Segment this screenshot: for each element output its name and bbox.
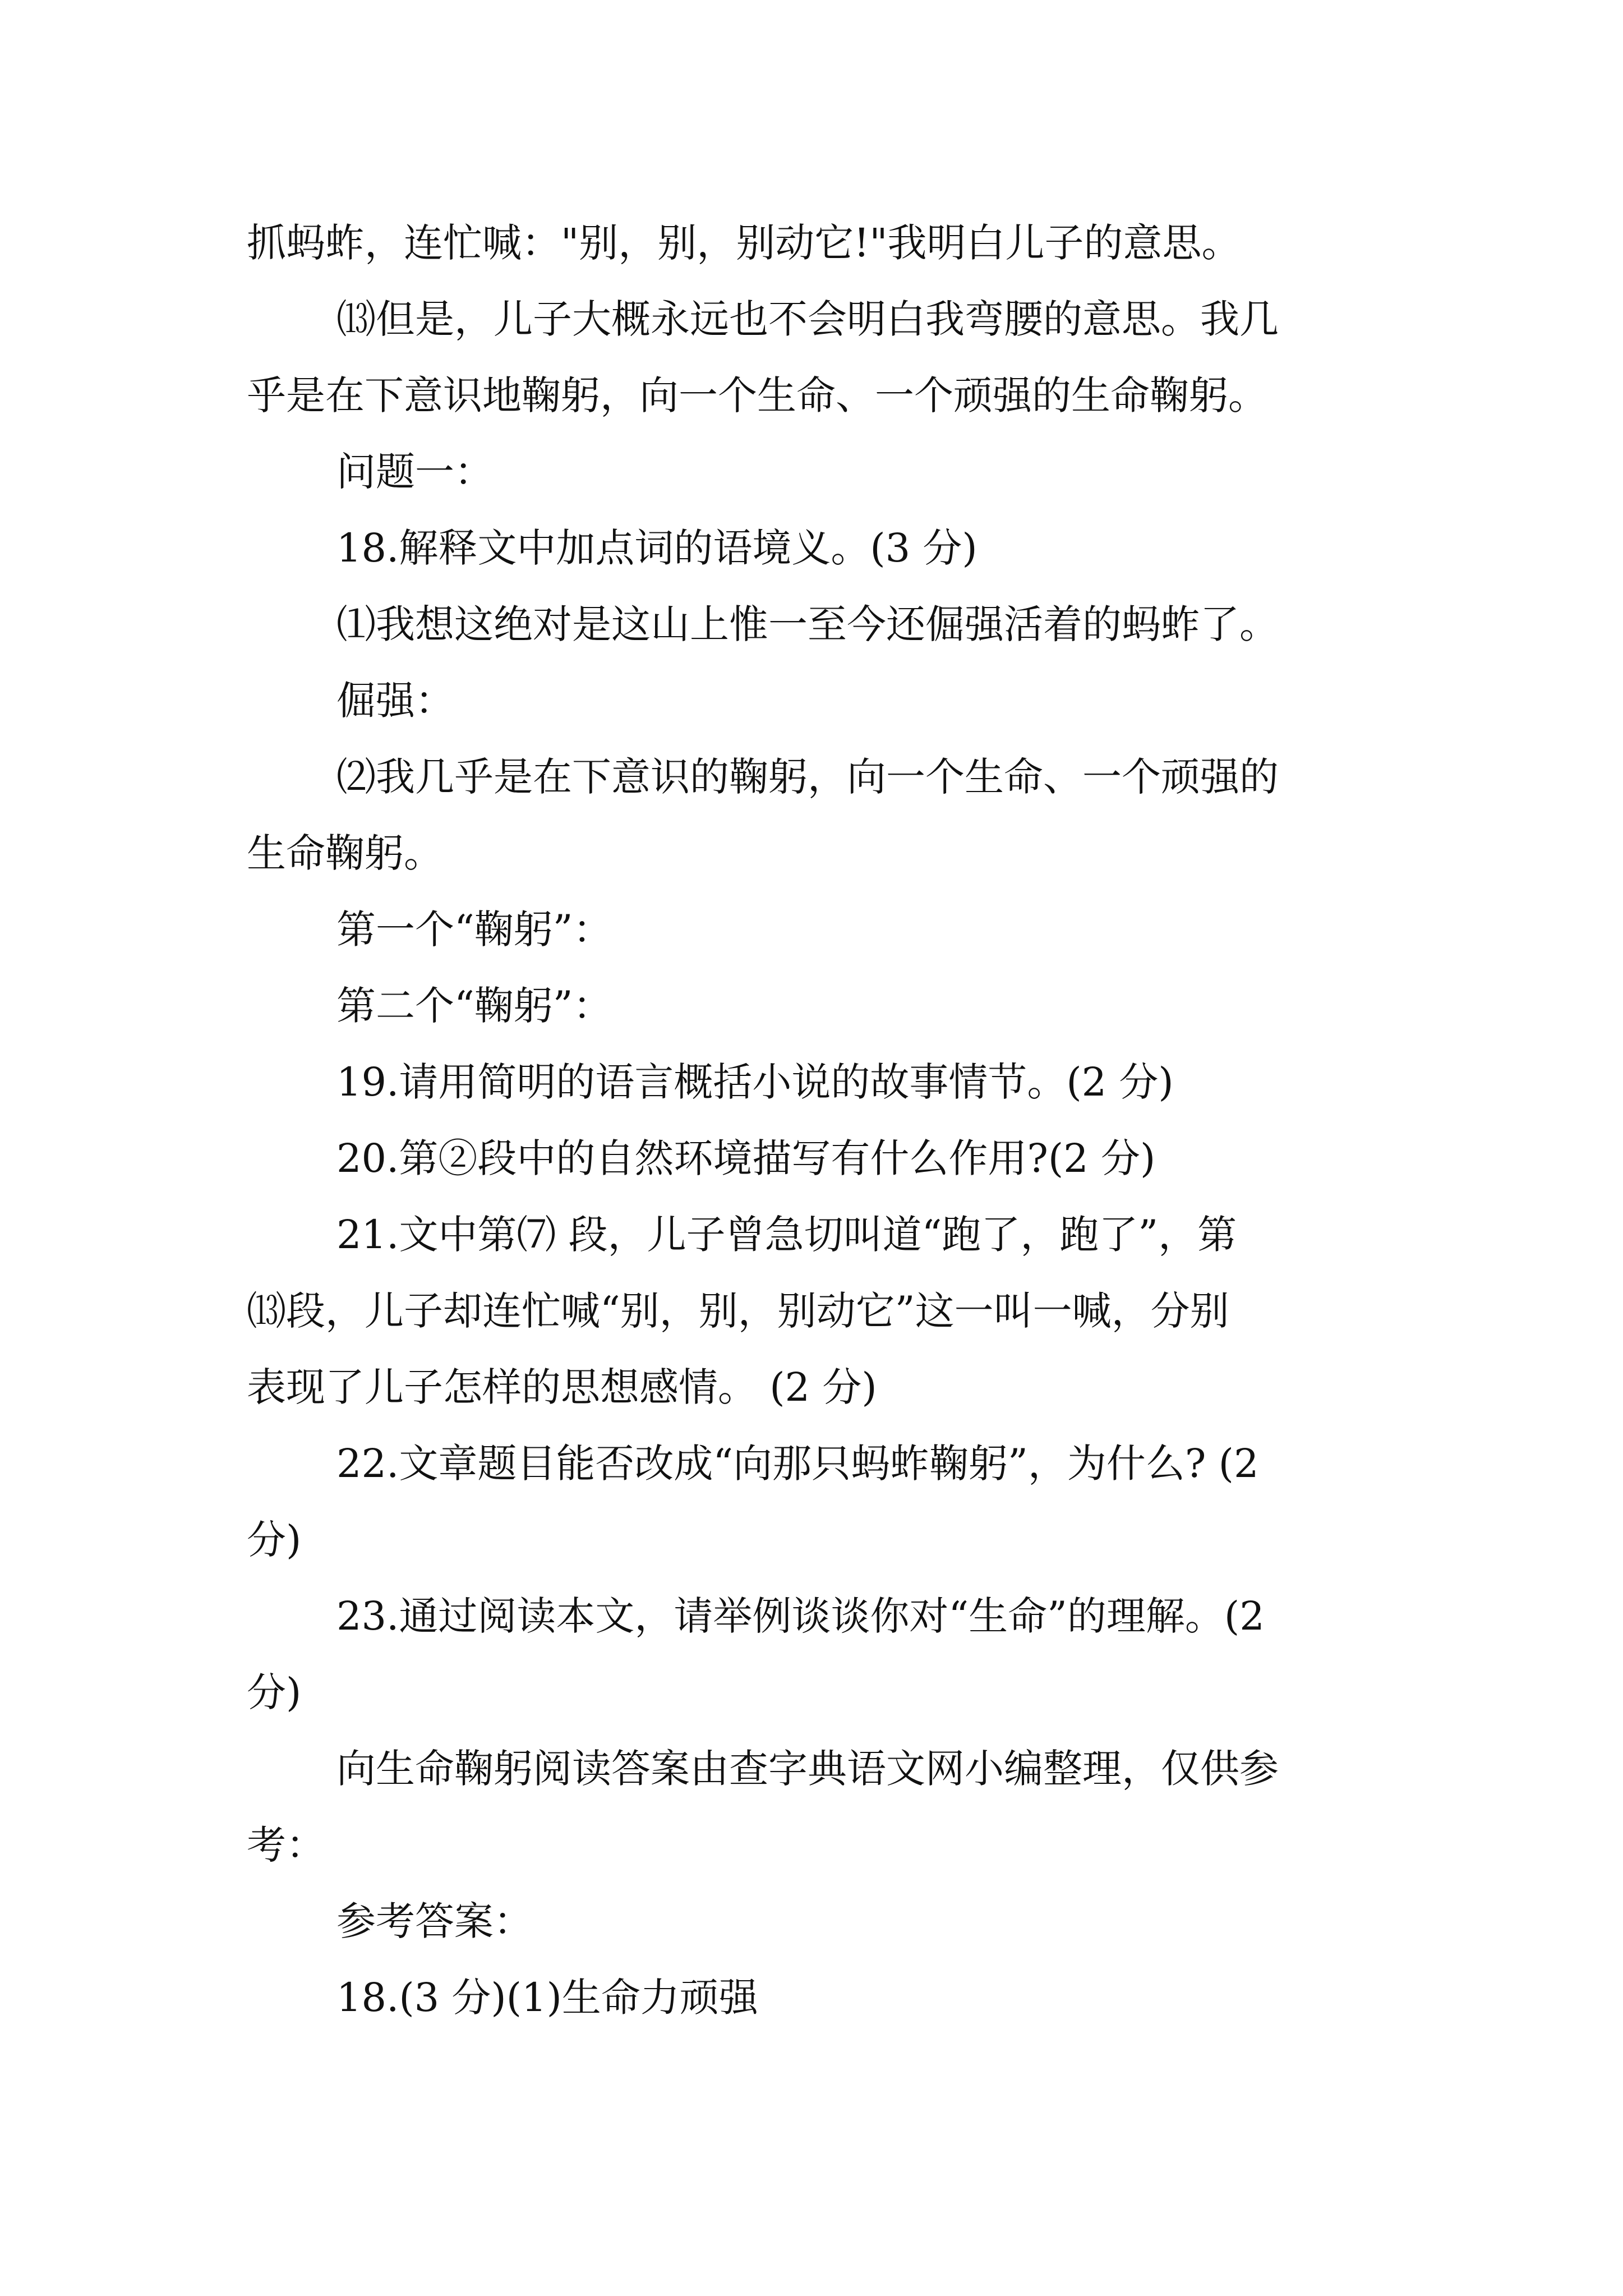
text-line: ⒀但是，儿子大概永远也不会明白我弯腰的意思。我几 xyxy=(336,296,1279,342)
text-line: ⑴我想这绝对是这山上惟一至今还倔强活着的蚂蚱了。 xyxy=(336,601,1279,647)
question-20: 20.第②段中的自然环境描写有什么作用?(2 分) xyxy=(336,1135,1156,1181)
question-21: 21.文中第⑺ 段，儿子曾急切叫道“跑了，跑了”，第 xyxy=(336,1212,1237,1258)
text-line: 生命鞠躬。 xyxy=(247,830,443,876)
text-line: 分) xyxy=(247,1669,302,1715)
text-line: 分) xyxy=(247,1517,302,1563)
text-line: 考： xyxy=(247,1822,325,1868)
answer-prompt: 第二个“鞠躬”： xyxy=(336,983,612,1029)
question-23: 23.通过阅读本文，请举例谈谈你对“生命”的理解。(2 xyxy=(336,1593,1265,1639)
question-18: 18.解释文中加点词的语境义。(3 分) xyxy=(336,525,978,571)
text-line: 向生命鞠躬阅读答案由查字典语文网小编整理，仅供参 xyxy=(336,1746,1279,1792)
question-22: 22.文章题目能否改成“向那只蚂蚱鞠躬”，为什么? (2 xyxy=(336,1441,1259,1487)
answer-18: 18.(3 分)(1)生命力顽强 xyxy=(336,1975,758,2021)
question-group-heading: 问题一： xyxy=(336,449,494,495)
text-line: 抓蚂蚱，连忙喊："别，别，别动它!"我明白儿子的意思。 xyxy=(247,220,1241,266)
text-line: 表现了儿子怎样的思想感情。 (2 分) xyxy=(247,1364,877,1410)
question-19: 19.请用简明的语言概括小说的故事情节。(2 分) xyxy=(336,1059,1174,1105)
answers-heading: 参考答案： xyxy=(336,1898,533,1944)
answer-prompt: 第一个“鞠躬”： xyxy=(336,907,612,953)
answer-prompt: 倔强： xyxy=(336,678,454,724)
text-line: ⑵我几乎是在下意识的鞠躬，向一个生命、一个顽强的 xyxy=(336,754,1279,800)
text-line: ⒀段，儿子却连忙喊“别，别，别动它”这一叫一喊，分别 xyxy=(247,1288,1229,1334)
text-line: 乎是在下意识地鞠躬，向一个生命、一个顽强的生命鞠躬。 xyxy=(247,372,1267,418)
